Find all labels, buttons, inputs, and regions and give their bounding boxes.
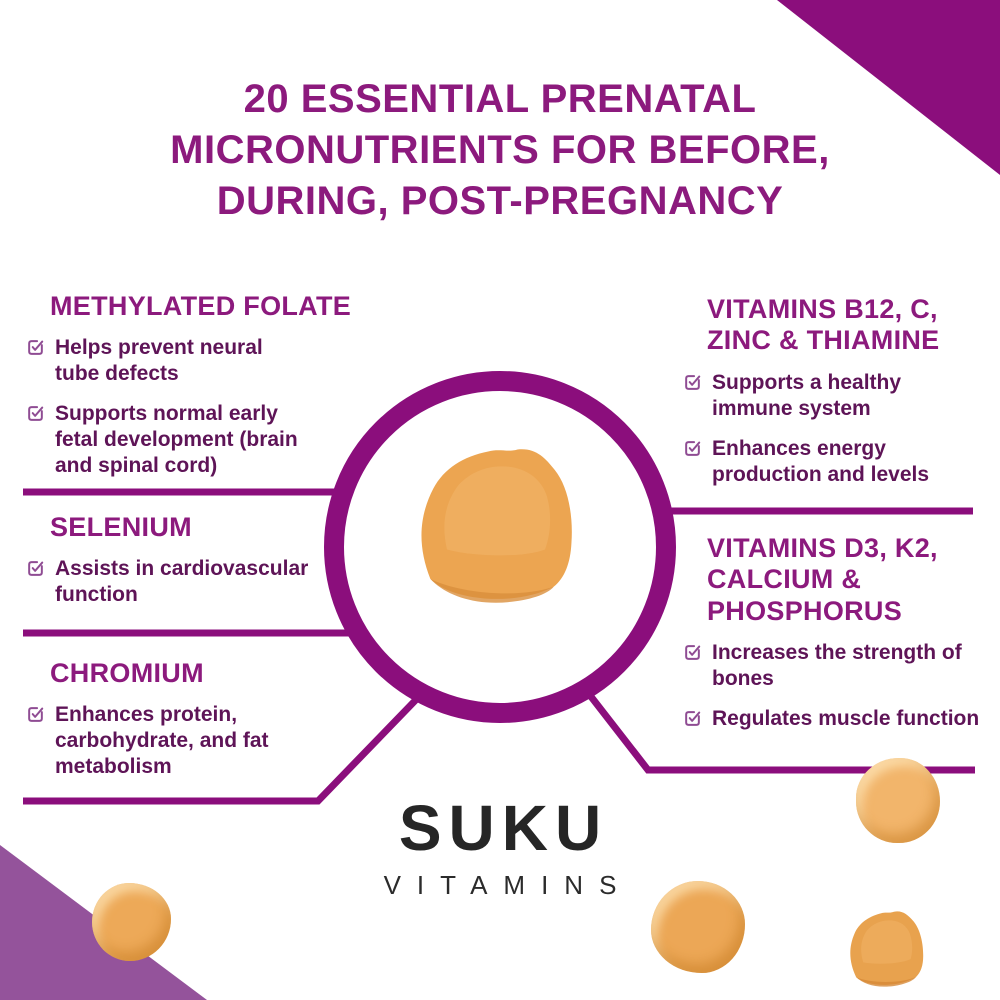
section-vitamins-d3 [683,533,994,732]
bullet-text: Enhances protein, carbohydrate, and fat metabolism [55,703,269,779]
section-vitamins-b12 [683,294,948,488]
bullet-text: Assists in cardiovascular function [55,557,309,607]
brand-name: SUKU [398,792,609,864]
gumdrop-icon [835,897,937,998]
bullet-text: Supports a healthy immune system [712,370,902,420]
checkbox-check-icon [683,373,702,392]
title-line-2 [0,125,1000,176]
title-line-3: DURING, POST-PREGNANCY [216,179,784,223]
title-line2-regular: MICRONUTRIENTS FOR [170,128,649,172]
list-item [683,640,994,692]
gummy-image-right [856,758,940,843]
heading-line: VITAMINS D3, K2, [707,533,938,563]
section-selenium [26,512,317,608]
checkbox-check-icon [26,404,45,423]
bullet-text: Regulates muscle function [712,707,980,730]
checkbox-check-icon [683,439,702,458]
checkbox-check-icon [683,709,702,728]
bullet-text: Supports normal early fetal development (brain and spinal cord) [55,402,298,478]
bullet-list [683,370,948,488]
title-line2-bold: BEFORE, [648,128,830,172]
brand-logo [0,792,1000,901]
section-heading: CHROMIUM [50,658,204,688]
checkbox-check-icon [26,559,45,578]
list-item [26,556,317,608]
list-item [683,706,994,732]
heading-line: VITAMINS B12, C, [707,294,938,324]
page-title [0,74,1000,227]
section-heading [683,294,948,357]
checkbox-check-icon [683,643,702,662]
title-line-1 [0,74,1000,125]
list-item [26,702,301,780]
bullet-text: Enhances energy production and levels [712,436,930,486]
section-methylated-folate [26,291,351,479]
heading-line: CALCIUM & [707,564,862,595]
title-line1-rest: ESSENTIAL PRENATAL [289,77,757,121]
bullet-list [683,640,994,732]
bullet-list [26,335,351,479]
bullet-list [26,556,317,608]
brand-subtitle: VITAMINS [383,870,633,900]
section-heading: SELENIUM [50,512,192,542]
bullet-text: Helps prevent neural tube defects [55,336,263,386]
checkbox-check-icon [26,338,45,357]
bullet-list [26,702,301,780]
list-item [683,370,948,422]
checkbox-check-icon [26,705,45,724]
list-item [26,335,351,387]
section-heading: METHYLATED FOLATE [50,291,352,321]
center-gummy-image [398,424,594,620]
gummy-image-bottom-right [835,897,937,998]
gumdrop-icon [398,424,594,620]
section-heading [683,533,994,627]
list-item [26,401,351,479]
bullet-text: Increases the strength of bones [712,640,962,690]
section-chromium [26,658,301,780]
heading-line: PHOSPHORUS [707,595,903,626]
heading-line: ZINC & THIAMINE [707,325,940,356]
title-line1-bold: 20 [243,77,290,121]
list-item [683,436,948,488]
gummy-image-bottom-middle [651,881,745,973]
